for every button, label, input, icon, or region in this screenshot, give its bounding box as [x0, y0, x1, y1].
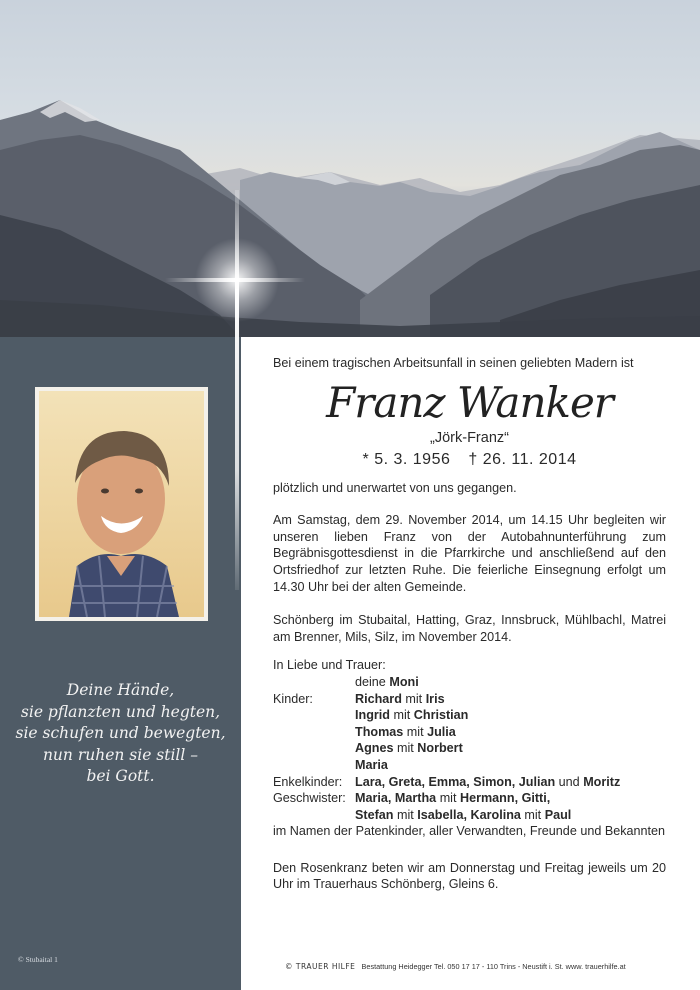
conj: mit — [439, 791, 457, 806]
death-date: † 26. 11. 2014 — [468, 450, 577, 468]
family-row — [273, 774, 666, 791]
footer-brand: © TRAUER HILFE — [285, 962, 356, 971]
grandchildren-names: Lara, Greta, Emma, Simon, Julian — [355, 774, 556, 789]
child-name: Agnes — [355, 741, 394, 756]
quote-line: bei Gott. — [86, 767, 155, 785]
family-row — [273, 724, 666, 741]
family-row — [273, 757, 666, 774]
conj: mit — [406, 724, 424, 739]
obituary-text — [273, 355, 666, 893]
family-row — [273, 807, 666, 824]
child-name: Ingrid — [355, 708, 390, 723]
mountain-header-image — [0, 0, 700, 337]
rosary-text: Den Rosenkranz beten wir am Donnerstag und Freitag jeweils um 20 Uhr im Trauerhaus Schönberg, Gleins 6. — [273, 860, 666, 892]
quote-line: sie pflanzten und hegten, — [20, 702, 221, 721]
conj: mit — [397, 807, 414, 822]
enkel-label: Enkelkinder: — [273, 774, 343, 789]
conj: mit — [393, 708, 411, 723]
family-list — [273, 657, 666, 840]
conj: mit — [405, 691, 423, 706]
image-credit: © Stubaital 1 — [18, 955, 58, 964]
family-row — [273, 790, 666, 807]
place-text: Schönberg im Stubaital, Hatting, Graz, Innsbruck, Mühlbachl, Matrei am Brenner, Mils, Silz, im November 2014. — [273, 613, 666, 644]
child-name: Thomas — [355, 724, 404, 739]
child-name: Maria — [355, 757, 388, 772]
partner-name: Julia — [427, 724, 456, 739]
partner-names: Hermann, Gitti, — [459, 791, 551, 806]
mountain-landscape — [0, 0, 700, 337]
funeral-text: Am Samstag, dem 29. November 2014, um 14.15 Uhr begleiten wir unseren lieben Franz von der Autobahnunterführung zum Begräbnisgottesdienst in die Pfarrkirche und anschließend auf den Ortsfriedhof zur letzten Ruhe. Die feierliche Einsegnung erfolgt um 14.30 Uhr bei der alten Gemeinde. — [273, 513, 666, 594]
wife-prefix: deine — [355, 674, 386, 689]
memorial-quote — [0, 680, 241, 788]
intro-text: Bei einem tragischen Arbeitsunfall in seinen geliebten Madern ist — [273, 356, 634, 370]
wife-name: Moni — [389, 674, 419, 689]
life-dates — [273, 450, 666, 470]
passed-text: plötzlich und unerwartet von uns gegangen. — [273, 480, 517, 495]
conj: mit — [397, 741, 414, 756]
child-name: Richard — [355, 691, 402, 706]
deceased-name: Franz Wanker — [326, 377, 613, 427]
quote-line: nun ruhen sie still – — [42, 745, 199, 764]
geschwister-label: Geschwister: — [273, 791, 346, 806]
family-row — [273, 740, 666, 757]
quote-line: Deine Hände, — [66, 681, 175, 699]
partner-name: Iris — [425, 691, 445, 706]
footer — [285, 962, 626, 971]
family-row — [273, 674, 666, 691]
partner-names: Isabella, Karolina — [417, 807, 521, 822]
family-closing: im Namen der Patenkinder, aller Verwandten, Freunde und Bekannten — [273, 824, 666, 839]
family-heading: In Liebe und Trauer: — [273, 658, 386, 673]
partner-name: Paul — [544, 807, 572, 822]
conj: und — [558, 774, 580, 789]
nickname: „Jörk-Franz“ — [430, 429, 509, 446]
sibling-names: Maria, Martha — [355, 791, 437, 806]
family-row — [273, 707, 666, 724]
conj: mit — [524, 807, 542, 822]
birth-date: * 5. 3. 1956 — [362, 450, 451, 468]
grandchild-name: Moritz — [583, 774, 621, 789]
portrait-photo — [35, 387, 208, 621]
family-row — [273, 691, 666, 708]
sibling-name: Stefan — [355, 807, 394, 822]
kinder-label: Kinder: — [273, 691, 313, 706]
partner-name: Christian — [413, 708, 469, 723]
quote-line: sie schufen und bewegten, — [15, 724, 226, 742]
partner-name: Norbert — [417, 741, 463, 756]
footer-text: Bestattung Heidegger Tel. 050 17 17 - 110 Trins - Neustift i. St. www. trauerhilfe.at — [361, 962, 626, 971]
